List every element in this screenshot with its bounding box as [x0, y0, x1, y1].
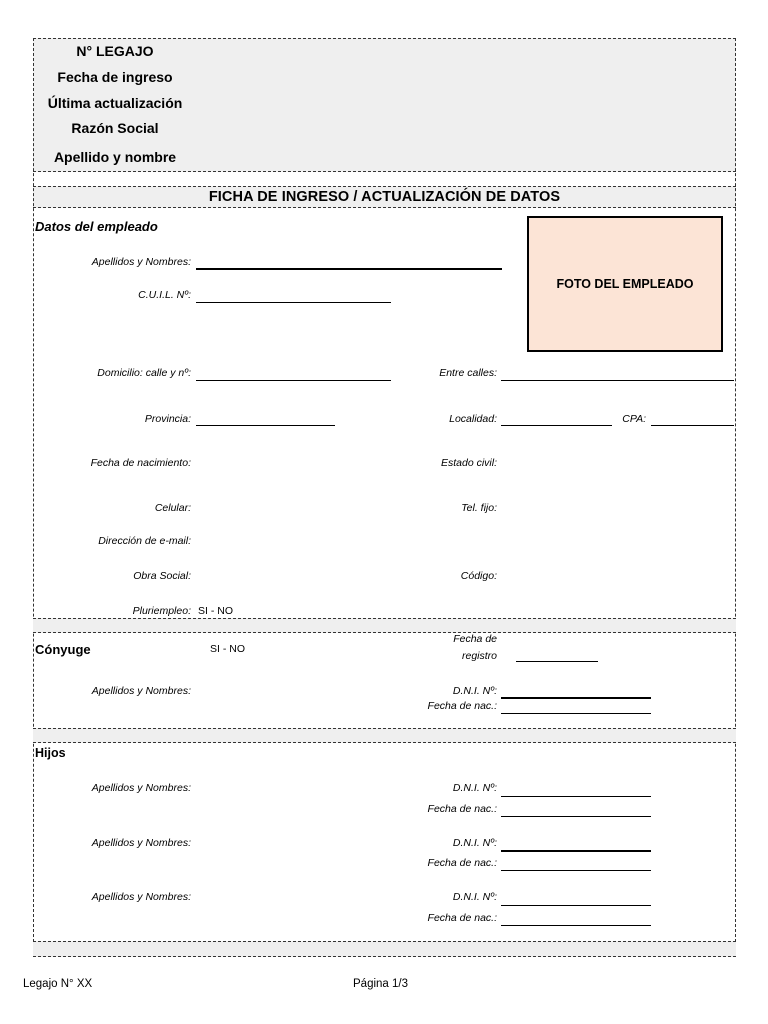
photo-label: FOTO DEL EMPLEADO	[556, 277, 694, 291]
conyuge-apellidos-label: Apellidos y Nombres:	[91, 685, 191, 697]
cuil-field[interactable]	[196, 302, 391, 303]
obra-social-label: Obra Social:	[133, 570, 191, 582]
fecha-registro-field[interactable]	[516, 661, 598, 662]
domicilio-field[interactable]	[196, 380, 391, 381]
email-label: Dirección de e-mail:	[98, 535, 191, 547]
entre-calles-label: Entre calles:	[439, 367, 497, 379]
cpa-label: CPA:	[622, 413, 646, 425]
form-title: FICHA DE INGRESO / ACTUALIZACIÓN DE DATOS	[208, 189, 561, 205]
hijo-dni-label: D.N.I. Nº:	[452, 782, 497, 794]
apellidos-nombres-field[interactable]	[196, 268, 502, 270]
hijo-fecha-nac-field[interactable]	[501, 870, 651, 871]
conyuge-fecha-nac-label: Fecha de nac.:	[427, 700, 497, 712]
hijos-section-title: Hijos	[35, 746, 66, 760]
pluriempleo-label: Pluriempleo:	[132, 605, 191, 617]
conyuge-si-no[interactable]: SI - NO	[210, 643, 246, 655]
fecha-ingreso-label: Fecha de ingreso	[57, 69, 173, 85]
form-frame	[33, 38, 736, 957]
hijo-apellidos-label: Apellidos y Nombres:	[91, 891, 191, 903]
separator-band	[33, 618, 736, 633]
provincia-label: Provincia:	[144, 413, 191, 425]
hijo-apellidos-label: Apellidos y Nombres:	[91, 782, 191, 794]
separator-band	[33, 941, 736, 957]
codigo-label: Código:	[460, 570, 497, 582]
conyuge-dni-label: D.N.I. Nº:	[452, 685, 497, 697]
empleado-section-title: Datos del empleado	[35, 219, 158, 234]
fecha-nacimiento-label: Fecha de nacimiento:	[90, 457, 191, 469]
fecha-de-label: Fecha de	[453, 633, 497, 645]
hijo-apellidos-label: Apellidos y Nombres:	[91, 837, 191, 849]
hijo-fecha-nac-field[interactable]	[501, 925, 651, 926]
employee-photo-box[interactable]	[527, 216, 723, 352]
hijo-dni-label: D.N.I. Nº:	[452, 891, 497, 903]
pluriempleo-value[interactable]: SI - NO	[198, 605, 234, 617]
hijo-fecha-nac-label: Fecha de nac.:	[427, 803, 497, 815]
conyuge-fecha-nac-field[interactable]	[501, 713, 651, 714]
hijo-fecha-nac-label: Fecha de nac.:	[427, 857, 497, 869]
legajo-label: N° LEGAJO	[76, 43, 154, 59]
provincia-field[interactable]	[196, 425, 335, 426]
separator-band	[33, 728, 736, 743]
cpa-field[interactable]	[651, 425, 734, 426]
footer-legajo: Legajo N° XX	[23, 978, 93, 990]
hijo-dni-field[interactable]	[501, 796, 651, 797]
domicilio-label: Domicilio: calle y nº:	[97, 367, 191, 379]
celular-label: Celular:	[154, 502, 191, 514]
tel-fijo-label: Tel. fijo:	[461, 502, 497, 514]
hijo-fecha-nac-label: Fecha de nac.:	[427, 912, 497, 924]
registro-label: registro	[461, 650, 497, 662]
hijo-dni-field[interactable]	[501, 850, 651, 852]
razon-social-label: Razón Social	[71, 120, 159, 136]
localidad-field[interactable]	[501, 425, 612, 426]
localidad-label: Localidad:	[449, 413, 497, 425]
footer-pagina: Página 1/3	[353, 978, 408, 990]
hijo-dni-label: D.N.I. Nº:	[452, 837, 497, 849]
hijo-dni-field[interactable]	[501, 905, 651, 906]
apellido-nombre-label: Apellido y nombre	[53, 149, 177, 165]
estado-civil-label: Estado civil:	[440, 457, 497, 469]
entre-calles-field[interactable]	[501, 380, 734, 381]
conyuge-section-title: Cónyuge	[35, 642, 91, 657]
ultima-actualizacion-label: Última actualización	[47, 95, 183, 111]
conyuge-dni-field[interactable]	[501, 697, 651, 699]
hijo-fecha-nac-field[interactable]	[501, 816, 651, 817]
cuil-label: C.U.I.L. Nº:	[138, 289, 191, 301]
apellidos-nombres-label: Apellidos y Nombres:	[91, 256, 191, 268]
